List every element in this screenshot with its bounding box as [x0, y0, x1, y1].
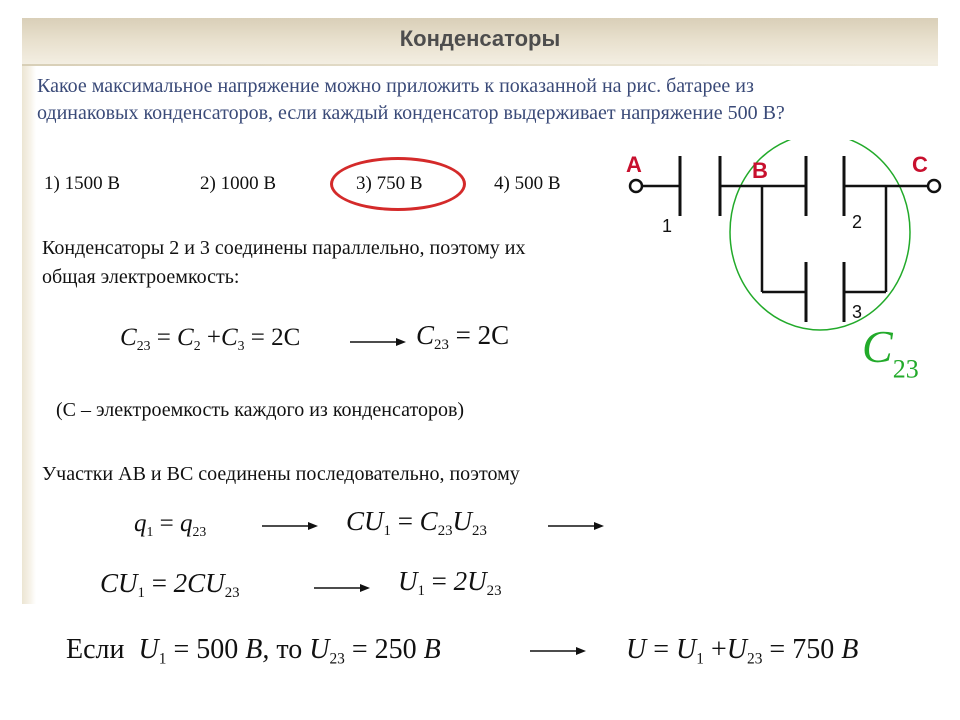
capacitor-1-label: 1 [662, 216, 673, 236]
arrow-icon [530, 645, 586, 657]
formula-cu-equality: $CU_1 = C_{23}U_{23}$ [346, 506, 487, 540]
capacitor-2-label: 2 [852, 212, 863, 232]
capacitor-3-label: 3 [852, 302, 863, 322]
series-text: Участки АВ и ВС соединены последовательно, поэтому [42, 463, 520, 485]
terminal-c [928, 180, 940, 192]
formula-total-voltage: $U = U_1 +U_{23} = 750$ В [626, 634, 859, 668]
slide-title: Конденсаторы [399, 26, 561, 51]
formula-u1-2u23: $U_1 = 2U_{23}$ [398, 566, 502, 600]
terminal-a [630, 180, 642, 192]
answer-option-2[interactable]: 2) 1000 В [200, 173, 276, 194]
node-label-b: B [752, 158, 768, 183]
node-label-a: A [626, 152, 642, 177]
selected-answer-ring [330, 157, 466, 211]
formula-cu-2cu: $CU_1 = 2CU_{23}$ [100, 568, 240, 602]
answer-option-1[interactable]: 1) 1500 В [44, 173, 120, 194]
capacitance-note: (С – электроемкость каждого из конденсаторов) [56, 399, 465, 421]
node-label-c: C [912, 152, 928, 177]
question-line-2: одинаковых конденсаторов, если каждый конденсатор выдерживает напряжение 500 В? [37, 102, 785, 124]
parallel-line-1: Конденсаторы 2 и 3 соединены параллельно, поэтому их [42, 237, 526, 259]
question-line-1: Какое максимальное напряжение можно приложить к показанной на рис. батарее из [37, 75, 754, 97]
answer-option-3[interactable]: 3) 750 В [356, 173, 423, 194]
arrow-icon [262, 520, 318, 532]
question-text [37, 73, 937, 127]
formula-conclusion: Если $U_1 = 500$ В, то $U_{23} = 250$ В [66, 634, 441, 668]
formula-charge: $q_1 = q_{23}$ [134, 510, 207, 539]
side-shadow [22, 64, 36, 604]
header-rule [22, 64, 938, 66]
answer-option-4[interactable]: 4) 500 В [494, 173, 561, 194]
arrow-icon [314, 582, 370, 594]
parallel-text [42, 234, 526, 292]
arrow-icon [548, 520, 604, 532]
formula-c23-sum: $C_{23} = C_2 +C_3 = 2C$ [120, 324, 301, 353]
c23-group-label: $C_{23}$ [862, 321, 919, 384]
arrow-icon [350, 336, 406, 348]
formula-c23-result: $C_{23} = 2C$ [416, 320, 510, 354]
capacitor-circuit [610, 140, 950, 340]
parallel-line-2: общая электроемкость: [42, 266, 240, 288]
